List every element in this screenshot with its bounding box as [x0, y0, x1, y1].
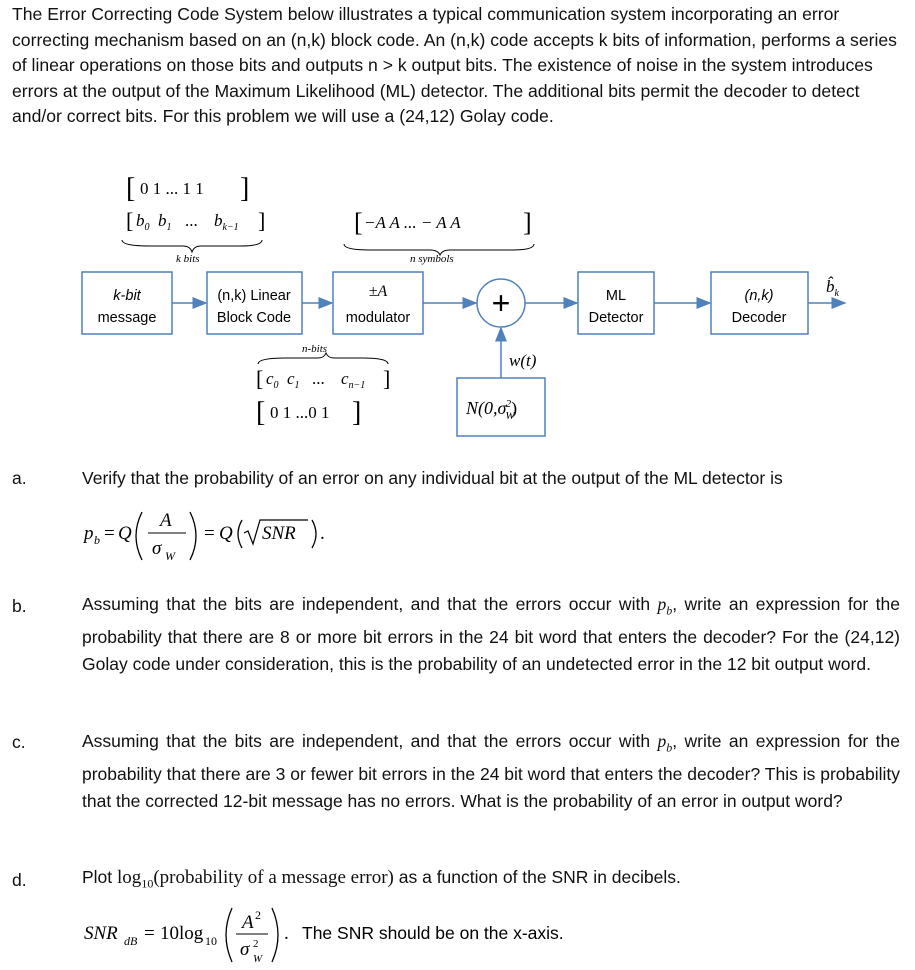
svg-text:...: ... [312, 369, 325, 388]
question-a-label: a. [12, 468, 27, 488]
question-a-text: Verify that the probability of an error on any individual bit at the output of the ML detector is [82, 468, 783, 488]
svg-text:p: p [84, 523, 94, 544]
formula-a [78, 500, 358, 568]
svg-text:±A: ±A [368, 283, 388, 300]
svg-text:=: = [204, 523, 215, 544]
svg-text:modulator: modulator [345, 310, 411, 326]
n-bits-label: n-bits [302, 343, 328, 355]
svg-text:SNR: SNR [84, 923, 118, 944]
intro-paragraph: The Error Correcting Code System below illustrates a typical communication system incorporating an error correcting mechanism based on an (n,k) block code. An (n,k) code accepts k bits of information, performs a series of linear operations on those bits and outputs n > k output bits. The existence of noise in the system introduces errors at the output of the Maximum Likelihood (ML) detector. The additional bits permit the decoder to detect and/or correct bits. For this problem we will use a (24,12) Golay code. [12, 4, 897, 127]
svg-text:SNR: SNR [262, 523, 296, 544]
adder-plus-icon: + [491, 285, 511, 321]
svg-text:[: [ [256, 366, 264, 391]
svg-text:2: 2 [255, 908, 261, 922]
svg-text:]: ] [258, 208, 266, 233]
svg-text:A: A [242, 912, 254, 933]
code-bits-example [256, 397, 361, 428]
svg-text:message: message [97, 310, 157, 326]
bit-bk1: $b_{k-1}$ [214, 211, 239, 233]
svg-text:dB: dB [124, 934, 138, 948]
bit-b1: $b_1$ [158, 211, 172, 233]
svg-text:]: ] [523, 208, 532, 237]
formula-d [80, 900, 600, 966]
question-d-label: d. [12, 870, 27, 890]
svg-text:Decoder: Decoder [731, 310, 787, 326]
input-bits-vector [126, 208, 265, 233]
question-c-text: Assuming that the bits are independent, and that the errors occur with $p_b$, write an expression for the probability that there are 3 or fewer bit errors in the 24 bit word that enters the decoder? This is probability that the corrected 12-bit message has no errors. What is the probability of an error in output word? [82, 731, 900, 811]
svg-text:2: 2 [253, 938, 259, 950]
svg-text:W: W [165, 549, 175, 563]
svg-text:[: [ [354, 208, 363, 237]
svg-text:(n,k): (n,k) [744, 288, 774, 304]
svg-text:σ: σ [240, 939, 250, 960]
svg-text:.: . [320, 523, 325, 544]
svg-text:b: b [94, 533, 100, 547]
k-bits-brace [122, 240, 262, 252]
snr-axis-note: The SNR should be on the x-axis. [302, 923, 564, 943]
svg-text:=: = [144, 923, 155, 944]
question-b-label: b. [12, 596, 27, 616]
svg-text:Block Code: Block Code [216, 310, 292, 326]
close-bracket: ] [240, 173, 250, 204]
svg-text:0 1 ... 1 1: 0 1 ... 1 1 [140, 179, 204, 198]
symbols-vector [354, 208, 532, 237]
svg-text:W: W [253, 953, 263, 965]
svg-text:(n,k) Linear: (n,k) Linear [217, 288, 291, 304]
svg-text:]: ] [383, 366, 391, 391]
block-diagram [0, 0, 915, 460]
bit-b0: $b_0$ [136, 211, 150, 233]
svg-text:...: ... [185, 211, 198, 230]
svg-text:A: A [160, 510, 172, 531]
svg-text:10: 10 [160, 923, 179, 944]
open-bracket: [ [126, 173, 136, 204]
svg-text:[: [ [126, 208, 134, 233]
svg-text:−A A ... − A A: −A A ... − A A [364, 213, 461, 232]
question-b-text: Assuming that the bits are independent, and that the errors occur with $p_b$, write an expression for the probability that there are 8 or more bit errors in the 24 bit word that enters the decoder? For the (24,12) Golay code under consideration, this is the probability of an undetected error in the 12 bit output word. [82, 594, 900, 674]
k-bits-label: k bits [176, 253, 200, 265]
svg-text:cn−1: $c_{n-1}$ [341, 369, 366, 391]
svg-text:σ: σ [152, 538, 162, 559]
svg-text:Q: Q [118, 523, 132, 544]
output-bhat: $b̂_k$ [826, 277, 839, 299]
noise-source-label: N(0,σW2) [466, 398, 518, 422]
input-bits-example [126, 173, 249, 204]
svg-text:[: [ [256, 397, 266, 428]
svg-text:Detector: Detector [588, 310, 644, 326]
svg-text:]: ] [352, 397, 362, 428]
svg-text:Q: Q [219, 523, 233, 544]
svg-text:log: log [179, 923, 204, 944]
svg-text:c1: $c_1$ [287, 369, 300, 391]
svg-text:ML: ML [605, 288, 627, 304]
svg-text:0 1 ...0 1: 0 1 ...0 1 [270, 403, 330, 422]
svg-text:.: . [284, 923, 289, 944]
question-d-text: Plot $\log_{10}(probability$ of a message error) as a function of the SNR in decibels. [82, 867, 681, 891]
question-c-label: c. [12, 732, 26, 752]
svg-text:c0: $c_0$ [266, 369, 279, 391]
svg-text:=: = [104, 523, 115, 544]
noise-label: w(t) [509, 351, 537, 370]
svg-text:k-bit: k-bit [113, 288, 141, 304]
n-symbols-label: n symbols [410, 253, 454, 265]
code-vector [256, 366, 390, 391]
svg-text:10: 10 [205, 934, 217, 948]
